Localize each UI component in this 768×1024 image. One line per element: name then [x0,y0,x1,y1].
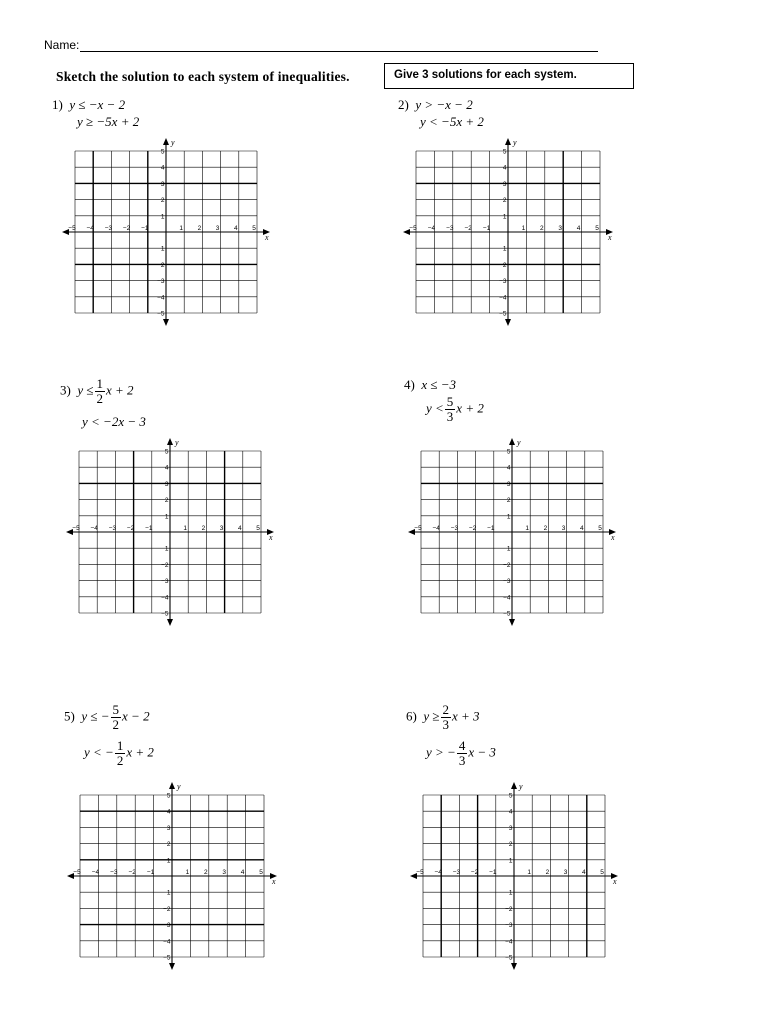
x-tick-label: 3 [215,225,220,232]
y-axis-down-arrow [167,619,173,626]
coordinate-grid-6[interactable] [408,780,628,970]
y-tick-label: 4 [506,464,511,472]
problem-6-fraction-1: $\frac{2}{3}$ [442,702,449,732]
x-tick-label: 5 [600,869,604,876]
y-axis-up-arrow [505,138,511,145]
solutions-box: Give 3 solutions for each system. [384,63,634,89]
x-tick-label: −4 [427,225,436,232]
problem-4-line1 [404,377,456,393]
x-tick-label: 4 [233,225,238,232]
coordinate-plane-1[interactable] [60,136,280,326]
y-tick-label: −1 [503,545,511,553]
x-tick-label: 4 [237,525,242,532]
y-tick-label: 1 [164,513,169,521]
y-tick-label: 4 [164,464,169,472]
x-tick-label: 5 [259,869,263,876]
y-axis-label: y [513,138,517,147]
x-tick-label: −3 [104,225,113,232]
x-tick-label: 5 [256,525,260,532]
y-tick-label: −3 [499,278,507,286]
x-tick-label: −5 [414,525,422,532]
y-axis-down-arrow [511,963,517,970]
y-tick-label: −5 [503,610,511,618]
y-tick-label: −4 [163,938,171,946]
y-axis-up-arrow [511,782,517,789]
y-tick-label: −2 [157,261,165,269]
y-tick-label: 4 [166,808,171,816]
x-tick-label: −2 [468,525,477,532]
x-tick-label: 2 [545,869,550,876]
x-tick-label: −4 [90,525,98,532]
x-tick-label: 5 [598,525,602,532]
y-tick-label: −1 [161,545,169,553]
y-tick-label: −5 [505,954,513,962]
x-tick-label: 4 [581,869,586,876]
y-tick-label: 2 [502,197,507,205]
x-tick-label: 5 [252,225,256,232]
y-axis-up-arrow [509,438,515,445]
problem-5-line1: 5) y ≤ − $\frac{5}{2}$ x − 2 [64,702,150,732]
y-tick-label: −1 [499,245,507,253]
y-axis-up-arrow [169,782,175,789]
instructions: Sketch the solution to each system of inequalities. [56,69,350,84]
y-tick-label: 5 [164,448,169,456]
y-tick-label: 2 [160,197,165,205]
name-label: Name: [44,38,80,52]
x-tick-label: 4 [576,225,581,232]
coordinate-grid-4[interactable] [406,436,626,626]
x-axis-label: x [613,877,617,886]
problem-6-line2: y > − $\frac{4}{3}$ x − 3 [426,738,496,768]
y-tick-label: 2 [508,841,513,849]
y-tick-label: −4 [161,594,169,602]
y-tick-label: 3 [508,824,513,832]
y-tick-label: 2 [506,497,511,505]
y-tick-label: −2 [161,561,169,569]
y-tick-label: 2 [164,497,169,505]
y-tick-label: 5 [508,792,513,800]
x-tick-label: −2 [122,225,131,232]
x-tick-label: −5 [73,869,81,876]
y-axis-label: y [171,138,175,147]
y-tick-label: −5 [499,310,507,318]
problem-4-inequality-1: x ≤ −3 [421,377,457,392]
x-axis-label: x [611,533,615,542]
y-tick-label: 3 [166,824,171,832]
x-tick-label: −1 [146,869,155,876]
y-tick-label: 5 [502,148,507,156]
x-tick-label: 5 [595,225,599,232]
y-tick-label: 3 [160,180,165,188]
x-tick-label: −5 [72,525,80,532]
x-tick-label: 2 [543,525,548,532]
x-tick-label: −3 [110,869,118,876]
problem-3-inequality-2: y < −2x − 3 [82,414,146,429]
y-tick-label: 3 [164,480,169,488]
x-tick-label: −1 [141,225,149,232]
x-axis-label: x [269,533,273,542]
x-tick-label: −4 [91,869,100,876]
x-tick-label: 1 [521,225,526,232]
y-axis-up-arrow [163,138,169,145]
x-tick-label: 1 [527,869,532,876]
y-tick-label: −3 [505,922,513,930]
y-tick-label: 1 [160,213,165,221]
x-tick-label: 1 [185,869,190,876]
x-axis-label: x [265,233,269,242]
x-tick-label: −3 [446,225,454,232]
x-tick-label: 3 [219,525,224,532]
problem-1-inequality-2: y ≥ −5x + 2 [77,114,140,129]
x-tick-label: 4 [579,525,584,532]
problem-6-line1: 6) y ≥ $\frac{2}{3}$ x + 3 [406,702,480,732]
problem-5-number: 5) [64,708,75,724]
x-tick-label: −5 [68,225,76,232]
x-tick-label: −2 [126,525,135,532]
problem-5-fraction-2: $\frac{1}{2}$ [116,738,124,768]
x-tick-label: 3 [561,525,566,532]
x-tick-label: 1 [183,525,188,532]
coordinate-plane-2[interactable] [402,136,622,326]
y-tick-label: 4 [508,808,513,816]
x-tick-label: −5 [409,225,417,232]
y-tick-label: 3 [506,480,511,488]
y-axis-label: y [177,782,181,791]
x-tick-label: 4 [240,869,245,876]
x-tick-label: 2 [201,525,206,532]
y-tick-label: −5 [163,954,171,962]
name-field[interactable] [44,38,598,52]
y-tick-label: −3 [163,922,171,930]
y-tick-label: −5 [161,610,169,618]
y-tick-label: 4 [502,164,507,172]
y-axis-label: y [519,782,523,791]
problem-6-number: 6) [406,708,417,724]
x-axis-label: x [608,233,612,242]
coordinate-grid-1[interactable] [60,136,280,326]
y-tick-label: 5 [506,448,511,456]
y-axis-down-arrow [169,963,175,970]
y-tick-label: −2 [499,261,507,269]
y-tick-label: 5 [166,792,171,800]
problem-1-inequality-1: y ≤ −x − 2 [69,97,126,112]
y-tick-label: −4 [503,594,511,602]
x-tick-label: 3 [558,225,563,232]
y-tick-label: 4 [160,164,165,172]
y-tick-label: −3 [161,578,169,586]
coordinate-plane-4[interactable] [406,436,626,626]
y-tick-label: 3 [502,180,507,188]
x-tick-label: −4 [434,869,442,876]
coordinate-plane-6[interactable] [408,780,628,970]
x-tick-label: −3 [450,525,459,532]
problem-3-line1: 3) y ≤ $\frac{1}{2}$ x + 2 [60,376,134,406]
x-tick-label: 1 [179,225,184,232]
x-tick-label: −2 [470,869,479,876]
coordinate-grid-5[interactable] [66,780,286,970]
y-tick-label: −3 [503,578,511,586]
x-tick-label: −1 [145,525,153,532]
y-tick-label: −1 [163,889,171,897]
problem-2-inequality-2: y < −5x + 2 [420,114,484,129]
y-axis-label: y [175,438,179,447]
y-tick-label: −4 [157,294,165,302]
x-tick-label: −1 [487,525,495,532]
y-tick-label: −2 [503,561,511,569]
y-tick-label: 1 [506,513,511,521]
x-tick-label: 1 [525,525,530,532]
y-tick-label: 1 [502,213,507,221]
x-tick-label: −3 [108,525,117,532]
problem-1-number: 1) [52,97,63,112]
x-tick-label: −1 [482,225,491,232]
y-axis-down-arrow [509,619,515,626]
y-tick-label: 5 [160,148,165,156]
y-tick-label: −1 [157,245,165,253]
x-tick-label: −1 [489,869,497,876]
problem-5-line2: y < − $\frac{1}{2}$ x + 2 [84,738,154,768]
problem-2-inequality-1: y > −x − 2 [415,97,473,112]
x-tick-label: −5 [416,869,424,876]
y-tick-label: −3 [157,278,165,286]
y-axis-down-arrow [163,319,169,326]
problem-2-line1 [398,97,473,113]
x-axis-label: x [272,877,276,886]
y-axis-up-arrow [167,438,173,445]
x-tick-label: 3 [563,869,568,876]
x-tick-label: 2 [197,225,202,232]
problem-2-number: 2) [398,97,409,112]
problem-6-fraction-2: $\frac{4}{3}$ [458,738,466,768]
problem-3-number: 3) [60,382,71,398]
problem-4-number: 4) [404,377,415,392]
x-tick-label: −3 [452,869,461,876]
y-axis-down-arrow [505,319,511,326]
name-underline[interactable] [80,40,598,52]
y-tick-label: 1 [166,857,171,865]
x-tick-label: 2 [203,869,208,876]
x-tick-label: −2 [128,869,136,876]
x-tick-label: −4 [432,525,440,532]
coordinate-plane-3[interactable] [64,436,284,626]
coordinate-grid-3[interactable] [64,436,284,626]
y-tick-label: −2 [163,905,171,913]
y-tick-label: 2 [166,841,171,849]
coordinate-grid-2[interactable] [402,136,622,326]
problem-5-fraction-1: $\frac{5}{2}$ [112,702,120,732]
x-tick-label: −4 [86,225,94,232]
problem-4-line2: y < $\frac{5}{3}$ x + 2 [426,394,484,424]
y-tick-label: −4 [505,938,513,946]
y-tick-label: −5 [157,310,165,318]
y-axis-label: y [517,438,521,447]
y-tick-label: 1 [508,857,513,865]
problem-1-line1 [52,97,125,113]
y-tick-label: −4 [499,294,507,302]
x-tick-label: 2 [539,225,544,232]
y-tick-label: −1 [505,889,513,897]
y-tick-label: −2 [505,905,513,913]
coordinate-plane-5[interactable] [66,780,286,970]
problem-3-fraction: $\frac{1}{2}$ [96,376,103,406]
problem-4-fraction: $\frac{5}{3}$ [446,394,454,424]
x-tick-label: 3 [222,869,227,876]
x-tick-label: −2 [464,225,472,232]
